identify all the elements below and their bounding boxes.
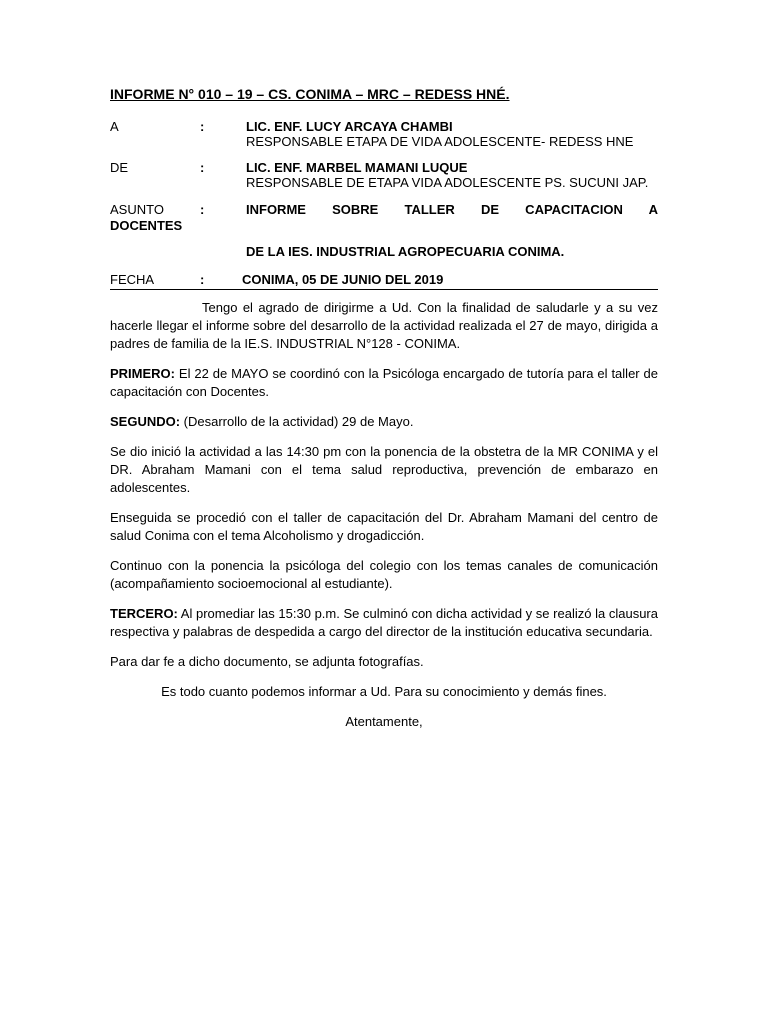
tercero-label: TERCERO:: [110, 606, 178, 621]
tercero-text: Al promediar las 15:30 p.m. Se culminó con dicha actividad y se realizó la clausura respectiva y palabras de despedida a cargo del director de la institución educativa secundaria.: [110, 606, 658, 639]
header-fecha-value: CONIMA, 05 DE JUNIO DEL 2019: [242, 272, 444, 287]
header-fecha-colon: :: [200, 272, 205, 287]
header-a-colon: :: [200, 119, 205, 134]
header-asunto-colon: :: [200, 202, 205, 217]
header-de-colon: :: [200, 160, 205, 175]
header-divider: [110, 289, 658, 290]
header-de-label: DE: [110, 160, 129, 175]
intro-paragraph: Tengo el agrado de dirigirme a Ud. Con la finalidad de saludarle y a su vez hacerle llegar el informe sobre del desarrollo de la actividad realizada el 27 de mayo, dirigida a padres de familia de la IE.S. INDUSTRIAL N°128 - CONIMA.: [110, 300, 658, 351]
activity-paragraph-2: Enseguida se procedió con el taller de capacitación del Dr. Abraham Mamani del centro de salud Conima con el tema Alcoholismo y drogadicción.: [110, 510, 658, 543]
primero-label: PRIMERO:: [110, 366, 175, 381]
header-fecha-label: FECHA: [110, 272, 155, 287]
header-a-label: A: [110, 119, 119, 134]
header-asunto-line1: INFORME SOBRE TALLER DE CAPACITACION A: [246, 202, 658, 217]
report-title: INFORME N° 010 – 19 – CS. CONIMA – MRC – REDESS HNÉ.: [110, 86, 510, 102]
header-de-name: LIC. ENF. MARBEL MAMANI LUQUE: [246, 160, 468, 175]
primero-text: El 22 de MAYO se coordinó con la Psicóloga encargado de tutoría para el taller de capacitación con Docentes.: [110, 366, 658, 399]
header-asunto-label: ASUNTO: [110, 202, 164, 217]
header-de-role: RESPONSABLE DE ETAPA VIDA ADOLESCENTE PS. SUCUNI JAP.: [246, 175, 649, 190]
activity-paragraph-3: Continuo con la ponencia la psicóloga del colegio con los temas canales de comunicación (acompañamiento socioemocional al estudiante).: [110, 558, 658, 591]
closing-salutation: Atentamente,: [345, 714, 423, 729]
report-body: [110, 299, 658, 743]
header-a-role: RESPONSABLE ETAPA DE VIDA ADOLESCENTE- REDESS HNE: [246, 134, 634, 149]
segundo-paragraph: [110, 413, 658, 431]
activity-paragraph-1: Se dio inició la actividad a las 14:30 pm con la ponencia de la obstetra de la MR CONIMA y el DR. Abraham Mamani con el tema salud reproductiva, prevención de embarazo en adolescentes.: [110, 444, 658, 495]
closing-statement: Es todo cuanto podemos informar a Ud. Para su conocimiento y demás fines.: [161, 684, 607, 699]
segundo-text: (Desarrollo de la actividad) 29 de Mayo.: [180, 414, 414, 429]
segundo-label: SEGUNDO:: [110, 414, 181, 429]
header-asunto-line1-cont: DOCENTES: [110, 218, 183, 233]
photos-paragraph: Para dar fe a dicho documento, se adjunta fotografías.: [110, 654, 424, 669]
header-a-name: LIC. ENF. LUCY ARCAYA CHAMBI: [246, 119, 453, 134]
tercero-paragraph: [110, 605, 658, 641]
header-asunto-line2: DE LA IES. INDUSTRIAL AGROPECUARIA CONIMA.: [246, 244, 565, 259]
primero-paragraph: [110, 365, 658, 401]
